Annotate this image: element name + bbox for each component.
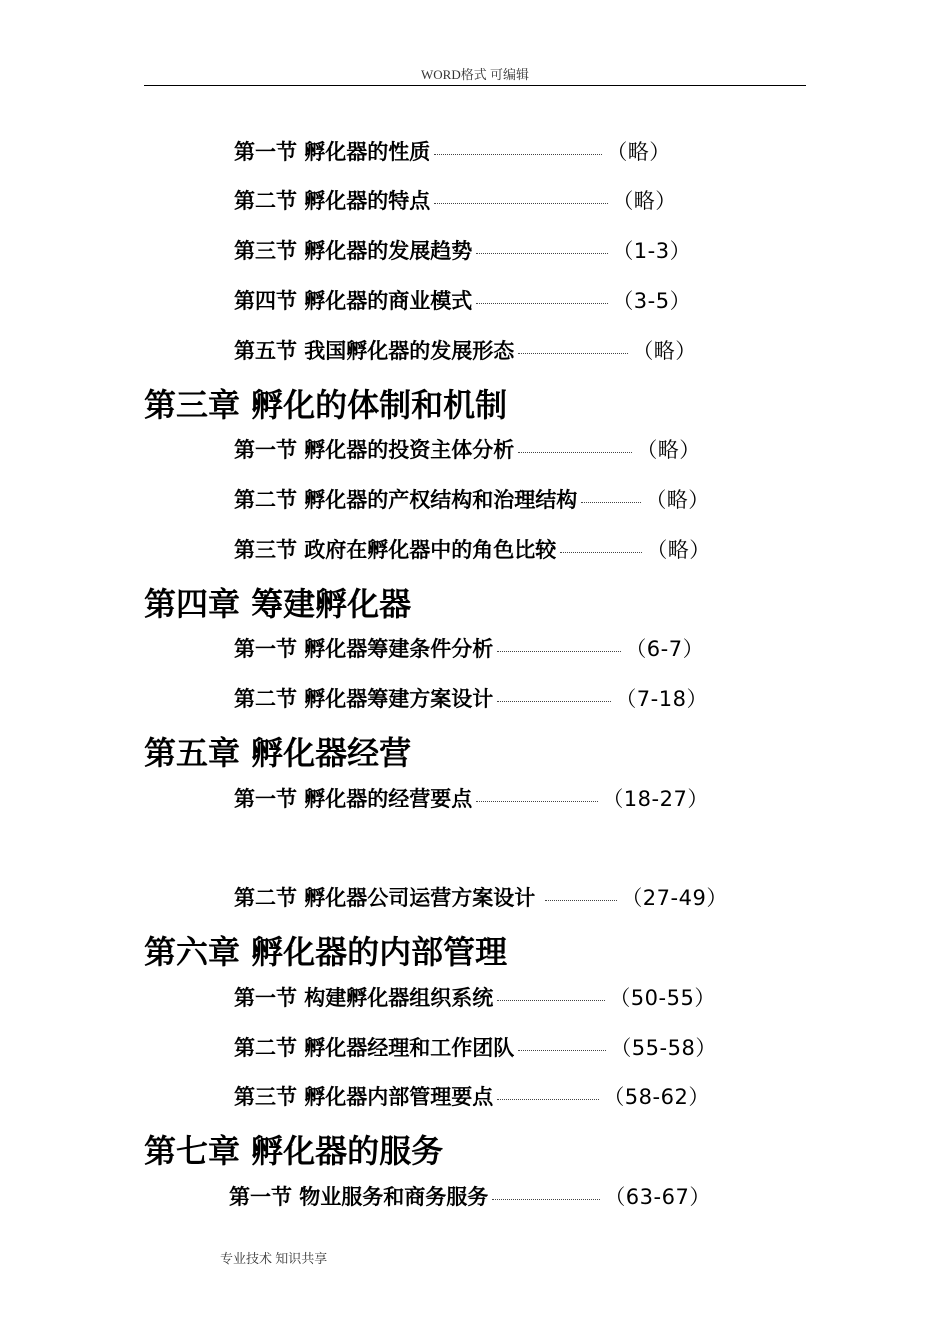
toc-entry-label: 第一节 构建孵化器组织系统 bbox=[234, 986, 494, 1010]
leader-dots bbox=[518, 1050, 606, 1051]
toc-entry-label: 第五节 我国孵化器的发展形态 bbox=[234, 339, 515, 363]
toc-entry-page: （55-58） bbox=[610, 1036, 717, 1060]
toc-entry-page: （63-67） bbox=[604, 1185, 711, 1209]
page-header: WORD格式 可编辑 bbox=[421, 67, 529, 82]
chapter-heading[interactable] bbox=[144, 380, 507, 426]
toc-entry-page: （27-49） bbox=[621, 886, 728, 910]
leader-dots bbox=[518, 452, 632, 453]
toc-entry-label: 第一节 孵化器的经营要点 bbox=[234, 787, 473, 811]
toc-entry-page: （58-62） bbox=[603, 1085, 710, 1109]
toc-entry-page: （50-55） bbox=[609, 986, 716, 1010]
toc-entry-page: （1-3） bbox=[612, 239, 692, 263]
toc-entry-label: 第一节 孵化器的性质 bbox=[234, 140, 431, 164]
toc-entry-page: （略） bbox=[645, 488, 710, 512]
toc-entry-page: （略） bbox=[646, 538, 711, 562]
leader-dots bbox=[497, 651, 621, 652]
leader-dots bbox=[434, 203, 608, 204]
toc-entry-label: 第四节 孵化器的商业模式 bbox=[234, 289, 473, 313]
toc-entry[interactable] bbox=[234, 1081, 710, 1111]
toc-entry-label: 第三节 孵化器的发展趋势 bbox=[234, 239, 473, 263]
toc-entry[interactable] bbox=[234, 185, 677, 215]
toc-entry[interactable] bbox=[234, 882, 728, 912]
chapter-heading-label: 第七章 孵化器的服务 bbox=[144, 1132, 444, 1170]
leader-dots bbox=[581, 502, 641, 503]
chapter-heading-label: 第六章 孵化器的内部管理 bbox=[144, 933, 508, 971]
chapter-heading[interactable] bbox=[144, 1126, 443, 1172]
chapter-heading-label: 第四章 筹建孵化器 bbox=[144, 585, 412, 623]
leader-dots bbox=[476, 801, 598, 802]
page-footer: 专业技术 知识共享 bbox=[220, 1251, 328, 1266]
chapter-heading[interactable] bbox=[144, 927, 507, 973]
toc-entry-label: 第一节 孵化器的投资主体分析 bbox=[234, 438, 515, 462]
toc-entry-label: 第二节 孵化器的特点 bbox=[234, 189, 431, 213]
toc-entry-page: （略） bbox=[636, 438, 701, 462]
toc-entry[interactable] bbox=[234, 633, 704, 663]
toc-entry[interactable] bbox=[234, 534, 711, 564]
leader-dots bbox=[560, 552, 642, 553]
toc-entry-label: 第二节 孵化器筹建方案设计 bbox=[234, 687, 494, 711]
toc-entry[interactable] bbox=[234, 982, 716, 1012]
toc-entry[interactable] bbox=[234, 484, 710, 514]
toc-entry-page: （略） bbox=[632, 339, 697, 363]
chapter-heading[interactable] bbox=[144, 728, 411, 774]
toc-entry-label: 第三节 政府在孵化器中的角色比较 bbox=[234, 538, 557, 562]
toc-entry-label: 第二节 孵化器经理和工作团队 bbox=[234, 1036, 515, 1060]
leader-dots bbox=[497, 1000, 605, 1001]
header-rule bbox=[144, 85, 806, 86]
toc-entry-page: （7-18） bbox=[615, 687, 708, 711]
toc-entry[interactable] bbox=[234, 235, 691, 265]
toc-entry-page: （略） bbox=[612, 189, 677, 213]
leader-dots bbox=[476, 303, 608, 304]
toc-entry[interactable] bbox=[234, 434, 701, 464]
toc-entry[interactable] bbox=[229, 1181, 711, 1211]
leader-dots bbox=[476, 253, 608, 254]
toc-entry-label: 第一节 物业服务和商务服务 bbox=[229, 1185, 489, 1209]
toc-entry[interactable] bbox=[234, 285, 691, 315]
leader-dots bbox=[434, 154, 602, 155]
toc-entry-page: （3-5） bbox=[612, 289, 692, 313]
toc-entry[interactable] bbox=[234, 335, 697, 365]
toc-entry[interactable] bbox=[234, 1032, 717, 1062]
leader-dots bbox=[497, 701, 611, 702]
toc-entry-label: 第二节 孵化器公司运营方案设计 bbox=[234, 886, 536, 910]
toc-entry-label: 第三节 孵化器内部管理要点 bbox=[234, 1085, 494, 1109]
toc-entry-page: （18-27） bbox=[602, 787, 709, 811]
leader-dots bbox=[497, 1099, 599, 1100]
toc-entry-page: （6-7） bbox=[625, 637, 705, 661]
toc-entry-label: 第一节 孵化器筹建条件分析 bbox=[234, 637, 494, 661]
chapter-heading-label: 第三章 孵化的体制和机制 bbox=[144, 386, 508, 424]
chapter-heading[interactable] bbox=[144, 579, 411, 625]
toc-entry-page: （略） bbox=[606, 140, 671, 164]
toc-entry[interactable] bbox=[234, 683, 708, 713]
leader-dots bbox=[545, 900, 617, 901]
toc-entry-label: 第二节 孵化器的产权结构和治理结构 bbox=[234, 488, 578, 512]
toc-entry[interactable] bbox=[234, 136, 671, 166]
chapter-heading-label: 第五章 孵化器经营 bbox=[144, 734, 412, 772]
leader-dots bbox=[492, 1199, 600, 1200]
toc-entry[interactable] bbox=[234, 783, 709, 813]
leader-dots bbox=[518, 353, 628, 354]
